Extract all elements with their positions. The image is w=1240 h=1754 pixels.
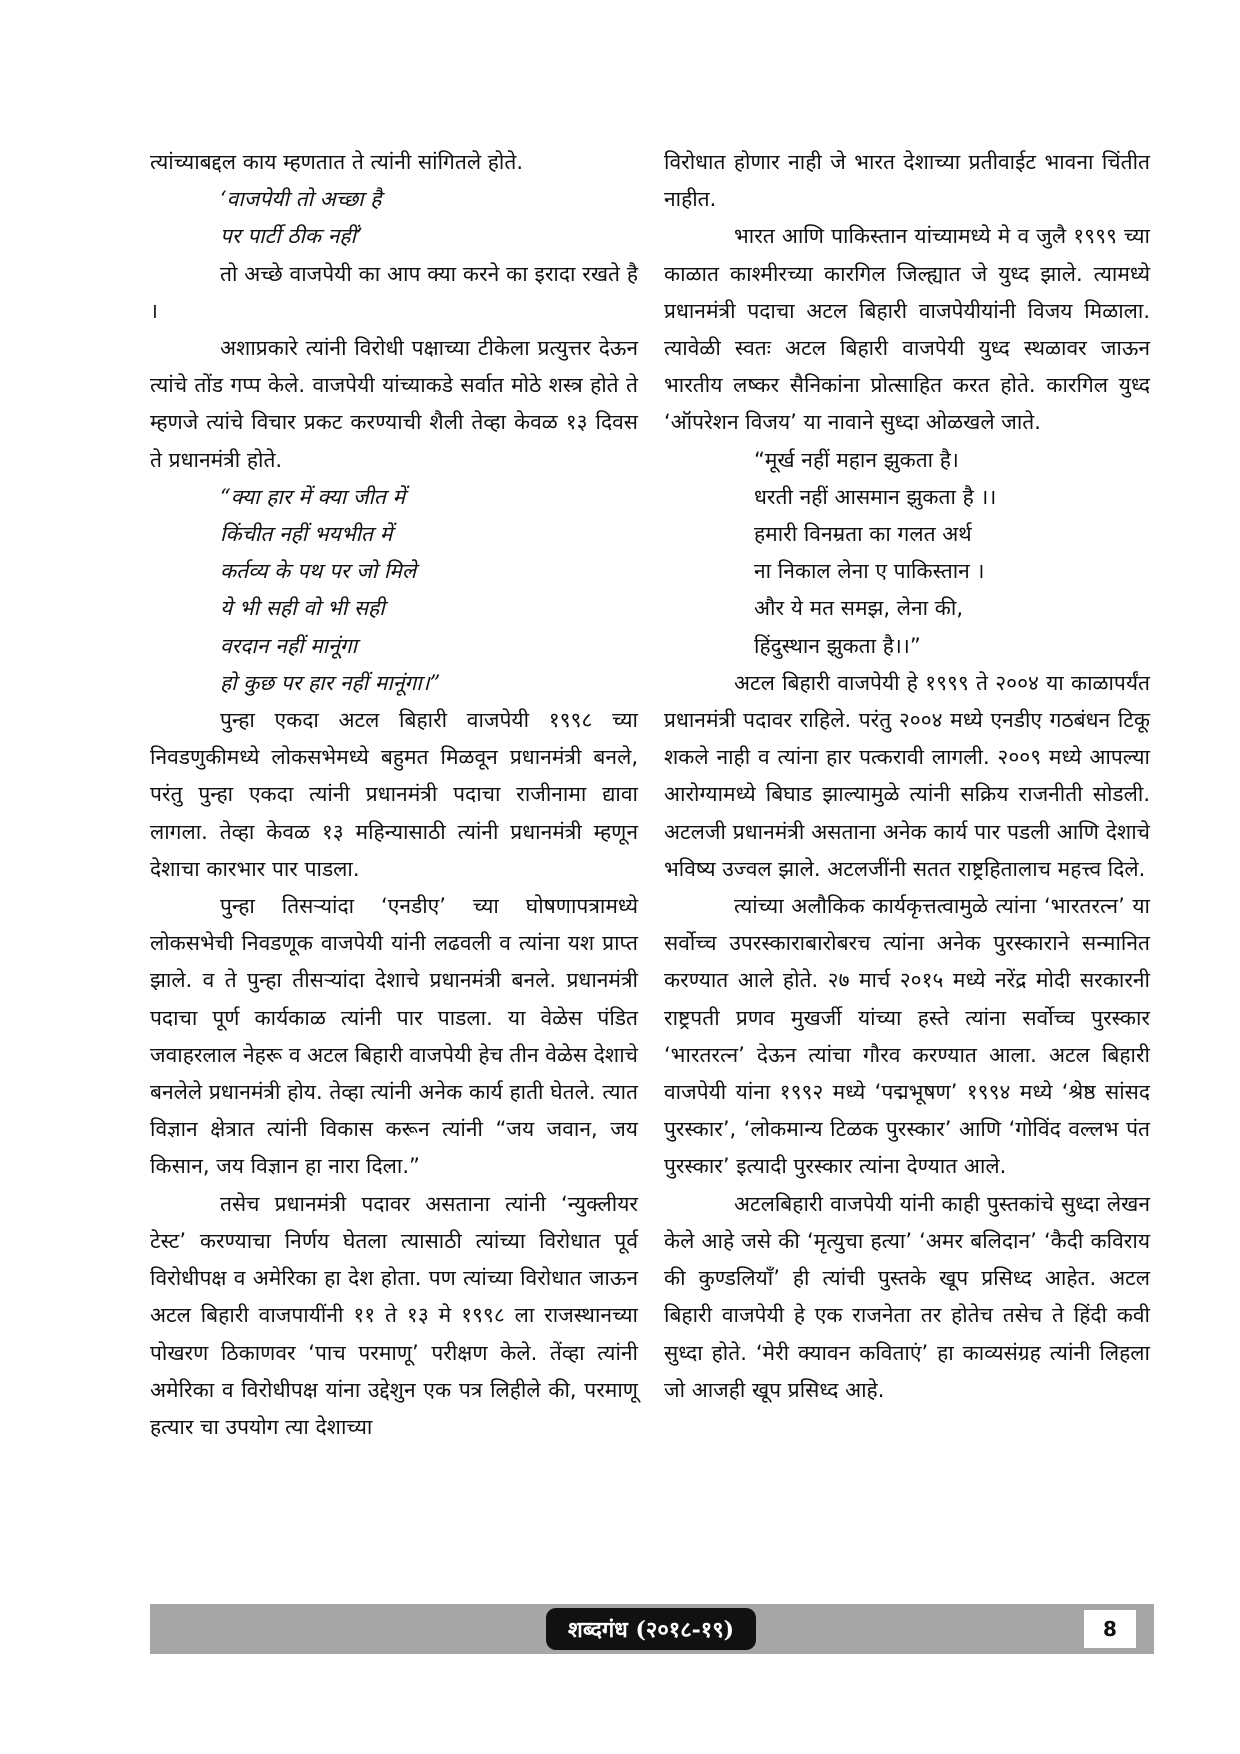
verse-line: ये भी सही वो भी सही — [220, 596, 385, 621]
verse-line: वरदान नहीं मानूंगा — [220, 633, 358, 658]
verse-line: हमारी विनम्रता का गलत अर्थ — [754, 522, 972, 547]
paragraph: त्यांच्या अलौकिक कार्यकृत्तत्वामुळे त्यांना ‘भारतरत्न’ या सर्वोच्च उपरस्काराबारोबरच त्यांना अनेक पुरस्काराने सन्मानित करण्यात आले होते. २७ मार्च २०१५ मध्ये नरेंद्र मोदी सरकारनी राष्ट्रपती प्रणव मुखर्जी यांच्या हस्ते त्यांना सर्वोच्च पुरस्कार ‘भारतरत्न’ देऊन त्यांचा गौरव करण्यात आला. अटल बिहारी वाजपेयी यांना १९९२ मध्ये ‘पद्मभूषण’ १९९४ मध्ये ‘श्रेष्ठ सांसद पुरस्कार’, ‘लोकमान्य टिळक पुरस्कार’ आणि ‘गोविंद वल्लभ पंत पुरस्कार’ इत्यादी पुरस्कार त्यांना देण्यात आले. — [664, 894, 1150, 1179]
paragraph: पुन्हा तिसऱ्यांदा ‘एनडीए’ च्या घोषणापत्रामध्ये लोकसभेची निवडणूक वाजपेयी यांनी लढवली व त्यांना यश प्राप्त झाले. व ते पुन्हा तीसऱ्यांदा देशाचे प्रधानमंत्री बनले. प्रधानमंत्री पदाचा पूर्ण कार्यकाळ त्यांनी पार पाडला. या वेळेस पंडित जवाहरलाल नेहरू व अटल बिहारी वाजपेयी हेच तीन वेळेस देशाचे बनलेले प्रधानमंत्री होय. तेव्हा त्यांनी अनेक कार्य हाती घेतले. त्यात विज्ञान क्षेत्रात त्यांनी विकास करून त्यांनी “जय जवान, जय किसान, जय विज्ञान हा नारा दिला.” — [150, 894, 638, 1179]
paragraph: त्यांच्याबद्दल काय म्हणतात ते त्यांनी सांगितले होते. — [150, 150, 524, 174]
left-column — [150, 144, 638, 1446]
right-column — [664, 144, 1150, 1409]
verse-line: और ये मत समझ, लेना की, — [754, 596, 964, 621]
paragraph: पुन्हा एकदा अटल बिहारी वाजपेयी १९९८ च्या निवडणुकीमध्ये लोकसभेमध्ये बहुमत मिळवून प्रधानमंत्री बनले, परंतु पुन्हा एकदा त्यांनी प्रधानमंत्री पदाचा राजीनामा द्यावा लागला. तेव्हा केवळ १३ महिन्यासाठी त्यांनी प्रधानमंत्री म्हणून देशाचा कारभार पार पाडला. — [150, 708, 638, 881]
verse-line: धरती नहीं आसमान झुकता है ।। — [754, 484, 997, 509]
paragraph: तो अच्छे वाजपेयी का आप क्या करने का इरादा रखते है । — [150, 261, 638, 323]
magazine-title: शब्दगंध (२०१८-१९) — [546, 1608, 756, 1650]
page-number: 8 — [1084, 1610, 1136, 1648]
paragraph: अटल बिहारी वाजपेयी हे १९९९ ते २००४ या काळापर्यंत प्रधानमंत्री पदावर राहिले. परंतु २००४ मध्ये एनडीए गठबंधन टिकू शकले नाही व त्यांना हार पत्करावी लागली. २००९ मध्ये आपल्या आरोग्यामध्ये बिघाड झाल्यामुळे त्यांनी सक्रिय राजनीती सोडली. अटलजी प्रधानमंत्री असताना अनेक कार्य पार पडली आणि देशाचे भविष्य उज्वल झाले. अटलजींनी सतत राष्ट्रहितालाच महत्त्व दिले. — [664, 670, 1150, 881]
paragraph: तसेच प्रधानमंत्री पदावर असताना त्यांनी ‘न्युक्लीयर टेस्ट’ करण्याचा निर्णय घेतला त्यासाठी त्यांच्या विरोधात पूर्व विरोधीपक्ष व अमेरिका हा देश होता. पण त्यांच्या विरोधात जाऊन अटल बिहारी वाजपायींनी ११ ते १३ मे १९९८ ला राजस्थानच्या पोखरण ठिकाणवर ‘पाच परमाणू’ परीक्षण केले. तेंव्हा त्यांनी अमेरिका व विरोधीपक्ष यांना उद्देशुन एक पत्र लिहीले की, परमाणू हत्यार चा उपयोग त्या देशाच्या — [150, 1191, 638, 1439]
paragraph: अटलबिहारी वाजपेयी यांनी काही पुस्तकांचे सुध्दा लेखन केले आहे जसे की ‘मृत्युचा हत्या’ ‘अमर बलिदान’ ‘कैदी कविराय की कुण्डलियाँ’ ही त्यांची पुस्तके खूप प्रसिध्द आहेत. अटल बिहारी वाजपेयी हे एक राजनेता तर होतेच तसेच ते हिंदी कवी सुध्दा होते. ‘मेरी क्यावन कविताएं’ हा काव्यसंग्रह त्यांनी लिहला जो आजही खूप प्रसिध्द आहे. — [664, 1191, 1150, 1402]
paragraph: विरोधात होणार नाही जे भारत देशाच्या प्रतीवाईट भावना चिंतीत नाहीत. — [664, 150, 1150, 212]
verse-line: हिंदुस्थान झुकता है।।” — [754, 633, 921, 658]
verse-line: हो कुछ पर हार नहीं मानूंगा।” — [220, 670, 441, 695]
verse-line: ‘वाजपेयी तो अच्छा है — [220, 187, 382, 212]
verse-line: किंचीत नहीं भयभीत में — [220, 522, 393, 547]
verse-line: “क्या हार में क्या जीत में — [220, 484, 406, 509]
verse-line: कर्तव्य के पथ पर जो मिले — [220, 559, 417, 584]
verse-line: ना निकाल लेना ए पाकिस्तान । — [754, 559, 985, 584]
paragraph: अशाप्रकारे त्यांनी विरोधी पक्षाच्या टीकेला प्रत्युत्तर देऊन त्यांचे तोंड गप्प केले. वाजपेयी यांच्याकडे सर्वात मोठे शस्त्र होते ते म्हणजे त्यांचे विचार प्रकट करण्याची शैली तेव्हा केवळ १३ दिवस ते प्रधानमंत्री होते. — [150, 336, 638, 472]
paragraph: भारत आणि पाकिस्तान यांच्यामध्ये मे व जुलै १९९९ च्या काळात काश्मीरच्या कारगिल जिल्ह्यात जे युध्द झाले. त्यामध्ये प्रधानमंत्री पदाचा अटल बिहारी वाजपेयीयांनी विजय मिळाला. त्यावेळी स्वतः अटल बिहारी वाजपेयी युध्द स्थळावर जाऊन भारतीय लष्कर सैनिकांना प्रोत्साहित करत होते. कारगिल युध्द ‘ऑपरेशन विजय’ या नावाने सुध्दा ओळखले जाते. — [664, 224, 1150, 435]
verse-line: “मूर्ख नहीं महान झुकता है। — [754, 447, 959, 472]
verse-line: पर पार्टी ठीक नहीं’ — [220, 224, 363, 249]
